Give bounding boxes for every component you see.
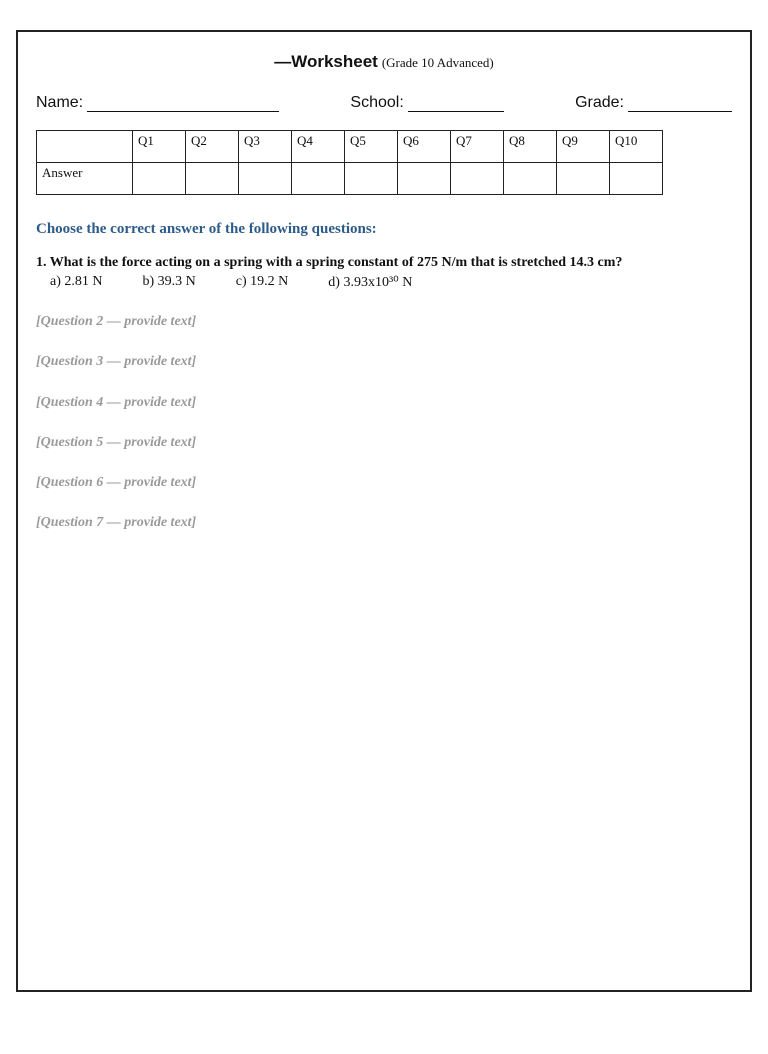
school-blank[interactable] (408, 95, 504, 112)
answer-table-col-q9: Q9 (557, 131, 610, 163)
answer-table-col-q2: Q2 (186, 131, 239, 163)
question-7 (36, 514, 732, 532)
answer-cell-q9[interactable] (557, 163, 610, 195)
answer-table-row (37, 163, 663, 195)
grade-label: Grade: (575, 94, 624, 111)
answer-cell-q4[interactable] (292, 163, 345, 195)
question-1-stem: 1. What is the force acting on a spring with a spring constant of 275 N/m that is stretched 14.3 cm? (36, 255, 623, 270)
answer-table-col-q5: Q5 (345, 131, 398, 163)
title-dash: — (274, 52, 292, 71)
question-5 (36, 434, 732, 452)
grade-field[interactable] (575, 94, 732, 112)
question-2 (36, 313, 732, 331)
question-5-stem: [Question 5 — provide text] (36, 434, 197, 450)
answer-cell-q3[interactable] (239, 163, 292, 195)
answer-cell-q7[interactable] (451, 163, 504, 195)
question-1-choices (36, 274, 732, 291)
question-6-stem: [Question 6 — provide text] (36, 474, 197, 490)
question-1-choice-a[interactable]: a) 2.81 N (50, 274, 103, 290)
answer-table-col-q1: Q1 (133, 131, 186, 163)
question-list (36, 254, 732, 532)
page-subtitle: (Grade 10 Advanced) (381, 55, 494, 70)
answer-cell-q1[interactable] (133, 163, 186, 195)
question-3-stem: [Question 3 — provide text] (36, 354, 197, 370)
instructions-heading: Choose the correct answer of the following questions: (36, 221, 377, 237)
answer-cell-q2[interactable] (186, 163, 239, 195)
answer-table-col-q7: Q7 (451, 131, 504, 163)
worksheet-header (36, 52, 732, 72)
answer-table-col-q8: Q8 (504, 131, 557, 163)
question-4-stem: [Question 4 — provide text] (36, 394, 197, 410)
question-7-stem: [Question 7 — provide text] (36, 515, 197, 531)
question-1-choice-c[interactable]: c) 19.2 N (235, 274, 289, 290)
question-4 (36, 394, 732, 412)
question-1-choice-b[interactable]: b) 39.3 N (142, 274, 196, 290)
answer-cell-q10[interactable] (610, 163, 663, 195)
answer-cell-q8[interactable] (504, 163, 557, 195)
name-field[interactable] (36, 94, 279, 112)
student-info-row (36, 94, 732, 112)
answer-cell-q6[interactable] (398, 163, 451, 195)
answer-table-col-q6: Q6 (398, 131, 451, 163)
page-title: Worksheet (291, 52, 378, 71)
answer-cell-q5[interactable] (345, 163, 398, 195)
answer-row-label: Answer (37, 163, 133, 195)
school-field[interactable] (350, 94, 503, 112)
worksheet-page (16, 30, 752, 992)
name-blank[interactable] (87, 95, 279, 112)
answer-table-col-q3: Q3 (239, 131, 292, 163)
question-1 (36, 254, 732, 291)
question-1-choice-d[interactable]: d) 3.93x10³⁰ N (328, 275, 413, 291)
answer-table-col-q10: Q10 (610, 131, 663, 163)
answer-table-col-q4: Q4 (292, 131, 345, 163)
answer-table (36, 130, 663, 195)
school-label: School: (350, 94, 404, 111)
question-2-stem: [Question 2 — provide text] (36, 314, 197, 330)
grade-blank[interactable] (628, 95, 732, 112)
name-label: Name: (36, 94, 84, 111)
answer-table-corner-cell (37, 131, 133, 163)
answer-table-header-row (37, 131, 663, 163)
question-3 (36, 353, 732, 371)
question-6 (36, 474, 732, 492)
